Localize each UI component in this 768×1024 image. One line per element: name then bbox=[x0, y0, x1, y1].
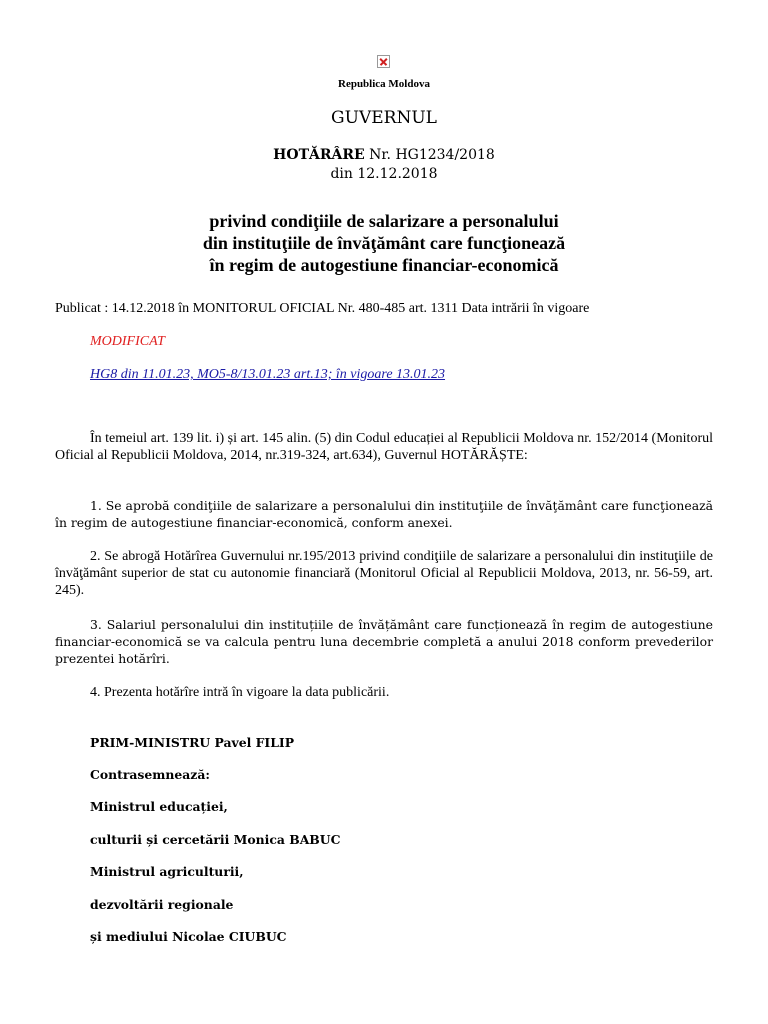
decision-number: Nr. HG1234/2018 bbox=[364, 147, 495, 163]
title-line-3: în regim de autogestiune financiar-economică bbox=[209, 255, 559, 275]
point-3-paragraph: 3. Salariul personalului din instituțiile de învățământ care funcționează în regim de autogestiune financiar-economică se va calcula pentru luna decembrie completă a anului 2018 conform prevederilor prezentei hotărîri. bbox=[55, 617, 713, 666]
publication-info: Publicat : 14.12.2018 în MONITORUL OFICIAL Nr. 480-485 art. 1311 Data intrării în vigoare bbox=[55, 301, 590, 316]
decision-label: HOTĂRÂRE bbox=[273, 147, 365, 163]
point-4-paragraph: 4. Prezenta hotărîre intră în vigoare la data publicării. bbox=[90, 685, 390, 700]
decision-heading bbox=[0, 147, 768, 163]
title-line-2: din instituţiile de învăţământ care funcţionează bbox=[202, 233, 566, 253]
minister-agriculture-line-2: dezvoltării regionale bbox=[90, 897, 234, 912]
minister-agriculture-line-3: și mediului Nicolae CIUBUC bbox=[90, 929, 287, 944]
preamble-paragraph: În temeiul art. 139 lit. i) și art. 145 alin. (5) din Codul educației al Republicii Moldova nr. 152/2014 (Monitorul Oficial al Republicii Moldova, 2014, nr.319-324, art.634), Guvernul HOTĂRĂȘTE: bbox=[55, 431, 713, 463]
minister-agriculture-line-1: Ministrul agriculturii, bbox=[90, 864, 244, 879]
title-line-1: privind condiţiile de salarizare a personalului bbox=[209, 211, 559, 231]
prime-minister-signature: PRIM-MINISTRU Pavel FILIP bbox=[90, 735, 295, 750]
minister-education-line-2: culturii și cercetării Monica BABUC bbox=[90, 832, 341, 847]
document-title bbox=[0, 210, 768, 276]
point-2-paragraph: 2. Se abrogă Hotărîrea Guvernului nr.195/2013 privind condiţiile de salarizare a personalului din instituţiile de învăţământ superior de stat cu autonomie financiară (Monitorul Oficial al Republicii Moldova, 2013, nr. 56-59, art. 245). bbox=[55, 549, 713, 598]
modified-label: MODIFICAT bbox=[90, 334, 165, 349]
minister-education-line-1: Ministrul educației, bbox=[90, 799, 228, 814]
countersign-label: Contrasemnează: bbox=[90, 767, 210, 782]
modification-link[interactable]: HG8 din 11.01.23, MO5-8/13.01.23 art.13; în vigoare 13.01.23 bbox=[90, 367, 446, 382]
country-name: Republica Moldova bbox=[338, 78, 430, 90]
government-heading: GUVERNUL bbox=[331, 108, 437, 128]
broken-image-icon bbox=[377, 55, 390, 68]
decision-date: din 12.12.2018 bbox=[330, 166, 438, 182]
point-1-paragraph: 1. Se aprobă condiţiile de salarizare a personalului din instituţiile de învăţământ care funcţionează în regim de autogestiune financiar-economică, conform anexei. bbox=[55, 498, 713, 530]
